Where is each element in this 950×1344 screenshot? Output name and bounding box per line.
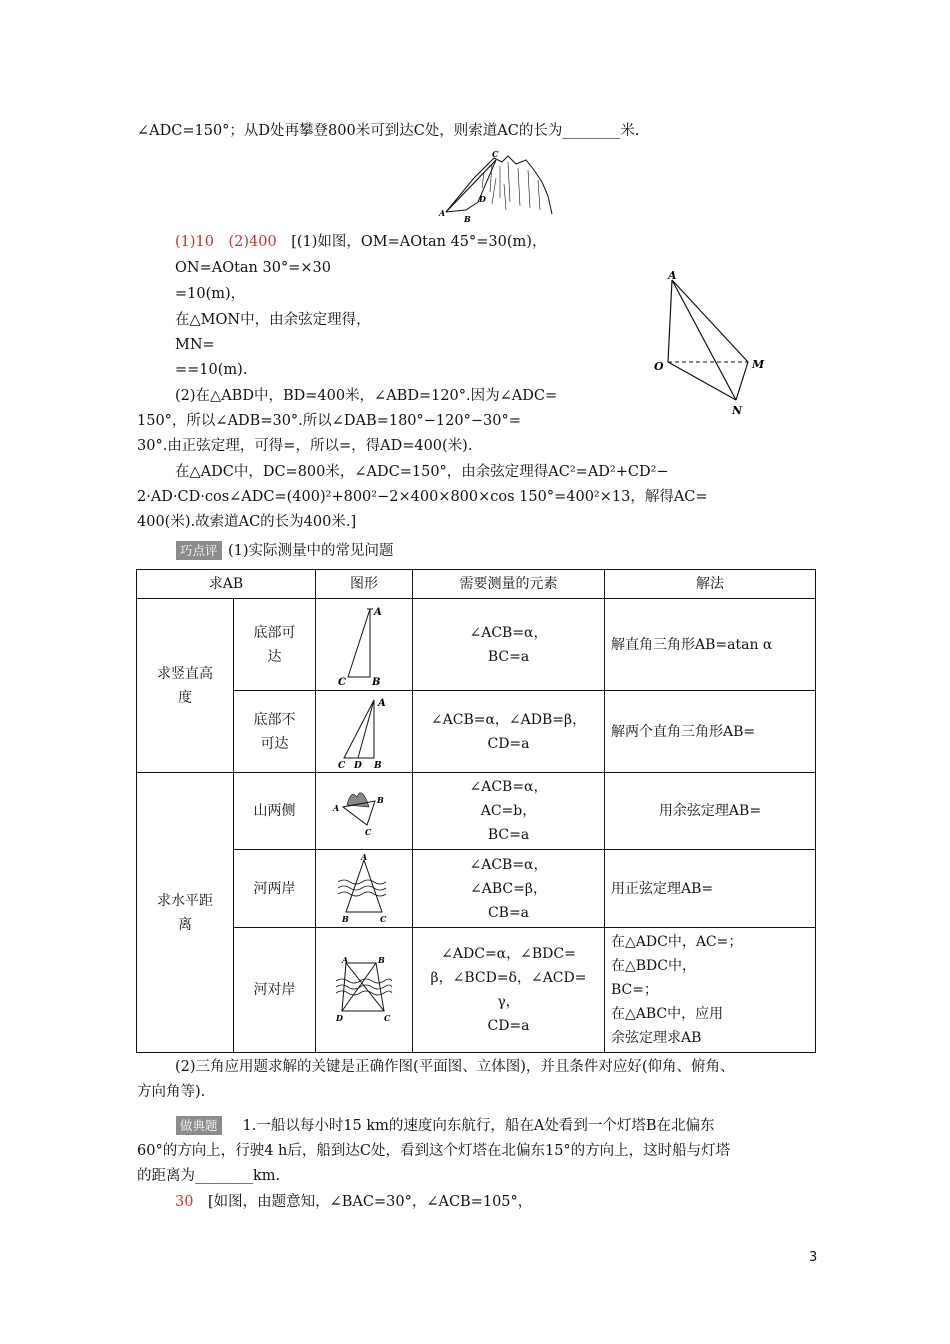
figure-cell bbox=[316, 691, 413, 773]
solution-line-5: MN= bbox=[175, 337, 215, 353]
fig-label-c: C bbox=[338, 760, 346, 770]
example-line-2: 60°的方向上，行驶4 h后，船到达C处，看到这个灯塔在北偏东15°的方向上，这时船与灯塔 bbox=[137, 1143, 731, 1159]
page-number: 3 bbox=[809, 1250, 818, 1265]
element-line: ∠ACB=α， bbox=[469, 624, 548, 641]
pyramid-figure bbox=[650, 266, 775, 420]
fig-label-a: A bbox=[333, 803, 340, 813]
fig-label-d: D bbox=[336, 1013, 343, 1023]
solution-line-1 bbox=[175, 232, 546, 252]
pyramid-label-m: M bbox=[752, 358, 765, 371]
element-line: AC=b， bbox=[480, 803, 537, 819]
method-cell: 用余弦定理AB= bbox=[605, 773, 816, 850]
double-triangle-figure bbox=[334, 694, 394, 770]
tips-title: (1)实际测量中的常见问题 bbox=[228, 543, 394, 559]
case-label: 底部不可达 bbox=[234, 691, 316, 773]
tips-badge: 巧点评 bbox=[176, 541, 222, 560]
solution-answers: (1)10 (2)400 bbox=[175, 234, 277, 250]
method-line: 在△BDC中， bbox=[611, 958, 696, 974]
elements-cell bbox=[413, 691, 605, 773]
elements-cell bbox=[413, 599, 605, 691]
fig-label-c: C bbox=[338, 676, 346, 687]
fig-label-a: A bbox=[378, 697, 386, 709]
figure-cell bbox=[316, 599, 413, 691]
element-line: ∠ACB=α，∠ADB=β， bbox=[430, 711, 587, 728]
case-label: 河两岸 bbox=[234, 850, 316, 928]
header-elements: 需要测量的元素 bbox=[413, 570, 605, 599]
element-line: β，∠BCD=δ，∠ACD= bbox=[430, 970, 587, 986]
table-row bbox=[137, 691, 816, 773]
case-label: 河对岸 bbox=[234, 928, 316, 1053]
example-line-3: 的距离为________km. bbox=[137, 1168, 281, 1184]
elements-cell bbox=[413, 850, 605, 928]
element-line: BC=a bbox=[487, 648, 530, 665]
solution-line-7: (2)在△ABD中，BD=400米，∠ABD=120°.因为∠ADC= bbox=[175, 388, 558, 404]
case-label: 山两侧 bbox=[234, 773, 316, 850]
fig-label-b: B bbox=[374, 760, 382, 770]
solution-line-8: 150°，所以∠ADB=30°.所以∠DAB=180°−120°−30°= bbox=[137, 413, 521, 429]
elements-cell bbox=[413, 928, 605, 1053]
example-badge: 做典题 bbox=[176, 1116, 222, 1135]
fig-label-d: D bbox=[354, 760, 362, 770]
mountain-label-a: A bbox=[439, 208, 446, 218]
pyramid-label-n: N bbox=[732, 404, 743, 417]
case-label: 底部可达 bbox=[234, 599, 316, 691]
mountain-label-b: B bbox=[464, 214, 471, 224]
element-line: ∠ACB=α， bbox=[469, 779, 548, 795]
figure-cell bbox=[316, 773, 413, 850]
solution-line-6: ==10(m). bbox=[175, 362, 248, 378]
table-row bbox=[137, 773, 816, 850]
table-header-row bbox=[137, 570, 816, 599]
group-vertical: 求竖直高度 bbox=[137, 599, 234, 773]
header-method: 解法 bbox=[605, 570, 816, 599]
mountain-label-c: C bbox=[492, 149, 499, 159]
header-ab: 求AB bbox=[137, 570, 316, 599]
method-line: 在△ABC中，应用 bbox=[611, 1006, 724, 1022]
fig-label-c: C bbox=[365, 827, 372, 837]
fig-label-a: A bbox=[374, 606, 382, 618]
mountain-sides-figure bbox=[329, 783, 399, 839]
solution-line-10: 在△ADC中，DC=800米，∠ADC=150°，由余弦定理得AC²=AD²+CD²− bbox=[175, 464, 669, 480]
element-line: CD=a bbox=[487, 1018, 530, 1034]
element-line: CD=a bbox=[487, 735, 530, 752]
method-cell bbox=[605, 928, 816, 1053]
mountain-label-d: D bbox=[479, 194, 486, 204]
method-line: 余弦定理求AB bbox=[611, 1030, 702, 1046]
solution-line-4: 在△MON中，由余弦定理得， bbox=[175, 312, 371, 328]
solution-line-1-text: [(1)如图，OM=AOtan 45°=30(m)， bbox=[276, 234, 547, 250]
elements-cell bbox=[413, 773, 605, 850]
solution-line-2: ON=AOtan 30°=×30 bbox=[175, 260, 331, 276]
example-solution-text: [如图，由题意知，∠BAC=30°，∠ACB=105°， bbox=[193, 1194, 533, 1210]
fig-label-b: B bbox=[378, 955, 385, 965]
fig-label-c: C bbox=[380, 913, 387, 924]
element-line: CB=a bbox=[487, 904, 530, 921]
table-row bbox=[137, 928, 816, 1053]
solution-line-12: 400(米).故索道AC的长为400米.] bbox=[137, 514, 357, 530]
fig-label-c: C bbox=[384, 1013, 391, 1023]
figure-cell bbox=[316, 928, 413, 1053]
method-line: BC=； bbox=[611, 982, 658, 998]
solution-line-9: 30°.由正弦定理，可得=，所以=，得AD=400(米). bbox=[137, 438, 473, 454]
pyramid-label-o: O bbox=[654, 360, 664, 373]
opposite-bank-figure bbox=[332, 955, 396, 1025]
method-cell: 解两个直角三角形AB= bbox=[605, 691, 816, 773]
tips-note-2: 方向角等). bbox=[137, 1084, 206, 1100]
group-horizontal: 求水平距离 bbox=[137, 773, 234, 1053]
mountain-figure bbox=[434, 148, 559, 226]
table-row bbox=[137, 850, 816, 928]
element-line: ∠ADC=α，∠BDC= bbox=[441, 946, 576, 962]
measurement-table bbox=[136, 569, 816, 1053]
element-line: BC=a bbox=[487, 827, 530, 843]
figure-cell bbox=[316, 850, 413, 928]
example-line-1: 1.一船以每小时15 km的速度向东航行，船在A处看到一个灯塔B在北偏东 bbox=[228, 1118, 715, 1134]
element-line: ∠ABC=β， bbox=[470, 880, 547, 897]
element-line: ∠ACB=α， bbox=[469, 856, 548, 873]
element-line: γ， bbox=[497, 994, 520, 1010]
intro-line: ∠ADC=150°；从D处再攀登800米可到达C处，则索道AC的长为________米. bbox=[137, 123, 640, 139]
river-banks-figure bbox=[334, 854, 394, 924]
fig-label-b: B bbox=[342, 913, 349, 924]
fig-label-a: A bbox=[342, 955, 349, 965]
pyramid-label-a: A bbox=[668, 269, 677, 282]
fig-label-b: B bbox=[372, 676, 381, 687]
method-cell: 用正弦定理AB= bbox=[605, 850, 816, 928]
right-triangle-figure bbox=[334, 603, 394, 687]
method-line: 在△ADC中，AC=； bbox=[611, 934, 743, 950]
method-cell: 解直角三角形AB=atan α bbox=[605, 599, 816, 691]
fig-label-b: B bbox=[377, 795, 384, 805]
solution-line-3: =10(m)， bbox=[175, 286, 246, 302]
example-answer: 30 bbox=[175, 1194, 194, 1210]
header-figure: 图形 bbox=[316, 570, 413, 599]
fig-label-a: A bbox=[361, 853, 368, 862]
solution-line-11: 2·AD·CD·cos∠ADC=(400)²+800²−2×400×800×cos 150°=400²×13，解得AC= bbox=[137, 489, 708, 505]
table-row bbox=[137, 599, 816, 691]
example-solution-line bbox=[175, 1192, 532, 1212]
tips-note-1: (2)三角应用题求解的关键是正确作图(平面图、立体图)，并且条件对应好(仰角、俯角、 bbox=[175, 1059, 735, 1075]
